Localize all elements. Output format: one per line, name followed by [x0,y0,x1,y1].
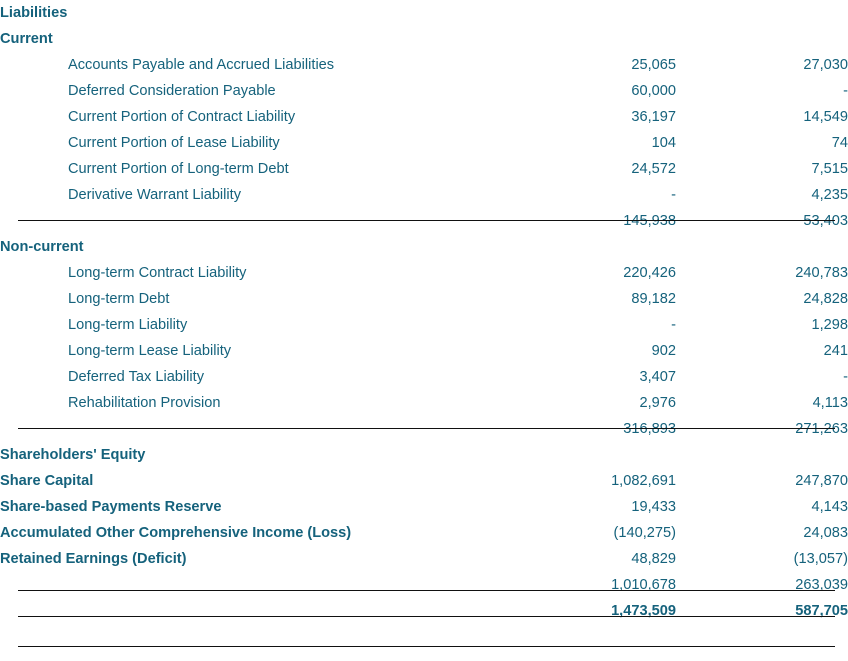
row-label-deferred-consideration: Deferred Consideration Payable [68,83,276,99]
row-label-share-capital: Share Capital [0,473,94,489]
row-value-current-longterm-debt-col1: 24,572 [631,161,676,177]
section-heading-liabilities: Liabilities [0,5,68,21]
table-row [0,468,848,494]
row-label-noncurrent-total [0,416,530,442]
rule-above-equity-total [18,590,835,591]
row-value-longterm-contract-liability-col1: 220,426 [623,265,676,281]
row-value-deferred-consideration-col1: 60,000 [631,83,676,99]
table-row [0,260,848,286]
row-value-current-lease-liability-col1: 104 [651,135,676,151]
empty-cell [530,234,676,260]
table-row [0,78,848,104]
empty-cell [676,26,848,52]
section-heading-current: Current [0,31,53,47]
row-label-derivative-warrant-liability: Derivative Warrant Liability [68,187,242,203]
empty-cell [530,0,676,26]
row-value-share-based-payments-reserve-col2: 4,143 [811,499,848,515]
rule-above-noncurrent-total [18,428,835,429]
row-label-current-longterm-debt: Current Portion of Long-term Debt [68,161,289,177]
row-value-grand-total-col1: 1,473,509 [611,603,676,619]
table-row-subtotal-equity [0,572,848,598]
row-value-equity-total-col1: 1,010,678 [611,577,676,593]
row-value-current-contract-liability-col2: 14,549 [803,109,848,125]
row-value-equity-total-col2: 263,039 [795,577,848,593]
row-value-share-based-payments-reserve-col1: 19,433 [631,499,676,515]
row-value-accumulated-oci-col1: (140,275) [613,525,676,541]
row-label-longterm-contract-liability: Long-term Contract Liability [68,265,247,281]
table-row-subtotal-current [0,208,848,234]
table-row [0,286,848,312]
table-row [0,338,848,364]
row-label-share-based-payments-reserve: Share-based Payments Reserve [0,499,222,515]
empty-cell [676,0,848,26]
table-row [0,104,848,130]
rule-above-grand-total [18,616,835,617]
section-heading-non-current: Non-current [0,239,84,255]
row-label-retained-earnings: Retained Earnings (Deficit) [0,551,187,567]
table-row [0,182,848,208]
row-label-accounts-payable: Accounts Payable and Accrued Liabilities [68,57,335,73]
row-label-current-total [0,208,530,234]
table-row [0,494,848,520]
table-row-grand-total [0,598,848,624]
row-label-longterm-liability: Long-term Liability [68,317,188,333]
row-value-current-lease-liability-col2: 74 [831,135,848,151]
row-label-equity-total [0,572,530,598]
table-row [0,520,848,546]
row-label-longterm-debt: Long-term Debt [68,291,170,307]
table-row [0,234,848,260]
row-value-longterm-debt-col2: 24,828 [803,291,848,307]
row-value-longterm-debt-col1: 89,182 [631,291,676,307]
table-row-subtotal-noncurrent [0,416,848,442]
row-value-noncurrent-total-col1: 316,893 [623,421,676,437]
row-value-deferred-tax-liability-col2: - [843,369,848,385]
empty-cell [676,442,848,468]
row-value-current-contract-liability-col1: 36,197 [631,109,676,125]
empty-cell [530,26,676,52]
row-value-accounts-payable-col2: 27,030 [803,57,848,73]
rule-above-current-total [18,220,835,221]
row-label-deferred-tax-liability: Deferred Tax Liability [68,369,205,385]
table-row [0,442,848,468]
row-value-longterm-lease-liability-col2: 241 [823,343,848,359]
row-value-rehabilitation-provision-col1: 2,976 [639,395,676,411]
row-label-current-contract-liability: Current Portion of Contract Liability [68,109,296,125]
row-value-longterm-liability-col1: - [671,317,676,333]
table-row [0,52,848,78]
table-row [0,156,848,182]
row-label-current-lease-liability: Current Portion of Lease Liability [68,135,280,151]
table-row [0,390,848,416]
row-value-share-capital-col1: 1,082,691 [611,473,676,489]
row-value-longterm-lease-liability-col1: 902 [651,343,676,359]
row-value-current-total-col2: 53,403 [803,213,848,229]
section-heading-shareholders-equity: Shareholders' Equity [0,447,146,463]
row-value-current-total-col1: 145,938 [623,213,676,229]
row-value-rehabilitation-provision-col2: 4,113 [812,395,848,411]
table-row [0,364,848,390]
row-label-longterm-lease-liability: Long-term Lease Liability [68,343,232,359]
row-value-current-longterm-debt-col2: 7,515 [811,161,848,177]
row-value-retained-earnings-col1: 48,829 [631,551,676,567]
row-label-grand-total [0,598,530,624]
row-value-longterm-contract-liability-col2: 240,783 [795,265,848,281]
table-row [0,0,848,26]
rule-below-grand-total [18,646,835,647]
row-label-accumulated-oci: Accumulated Other Comprehensive Income (Loss) [0,525,352,541]
row-value-derivative-warrant-liability-col2: 4,235 [811,187,848,203]
row-value-deferred-tax-liability-col1: 3,407 [639,369,676,385]
row-value-accounts-payable-col1: 25,065 [631,57,676,73]
row-value-noncurrent-total-col2: 271,263 [795,421,848,437]
row-value-longterm-liability-col2: 1,298 [811,317,848,333]
row-value-deferred-consideration-col2: - [843,83,848,99]
table-row [0,312,848,338]
table-row [0,546,848,572]
empty-cell [676,234,848,260]
row-label-rehabilitation-provision: Rehabilitation Provision [68,395,221,411]
row-value-derivative-warrant-liability-col1: - [671,187,676,203]
row-value-retained-earnings-col2: (13,057) [793,551,848,567]
table-row [0,130,848,156]
row-value-grand-total-col2: 587,705 [795,603,848,619]
table-row [0,26,848,52]
empty-cell [530,442,676,468]
row-value-share-capital-col2: 247,870 [795,473,848,489]
row-value-accumulated-oci-col2: 24,083 [803,525,848,541]
